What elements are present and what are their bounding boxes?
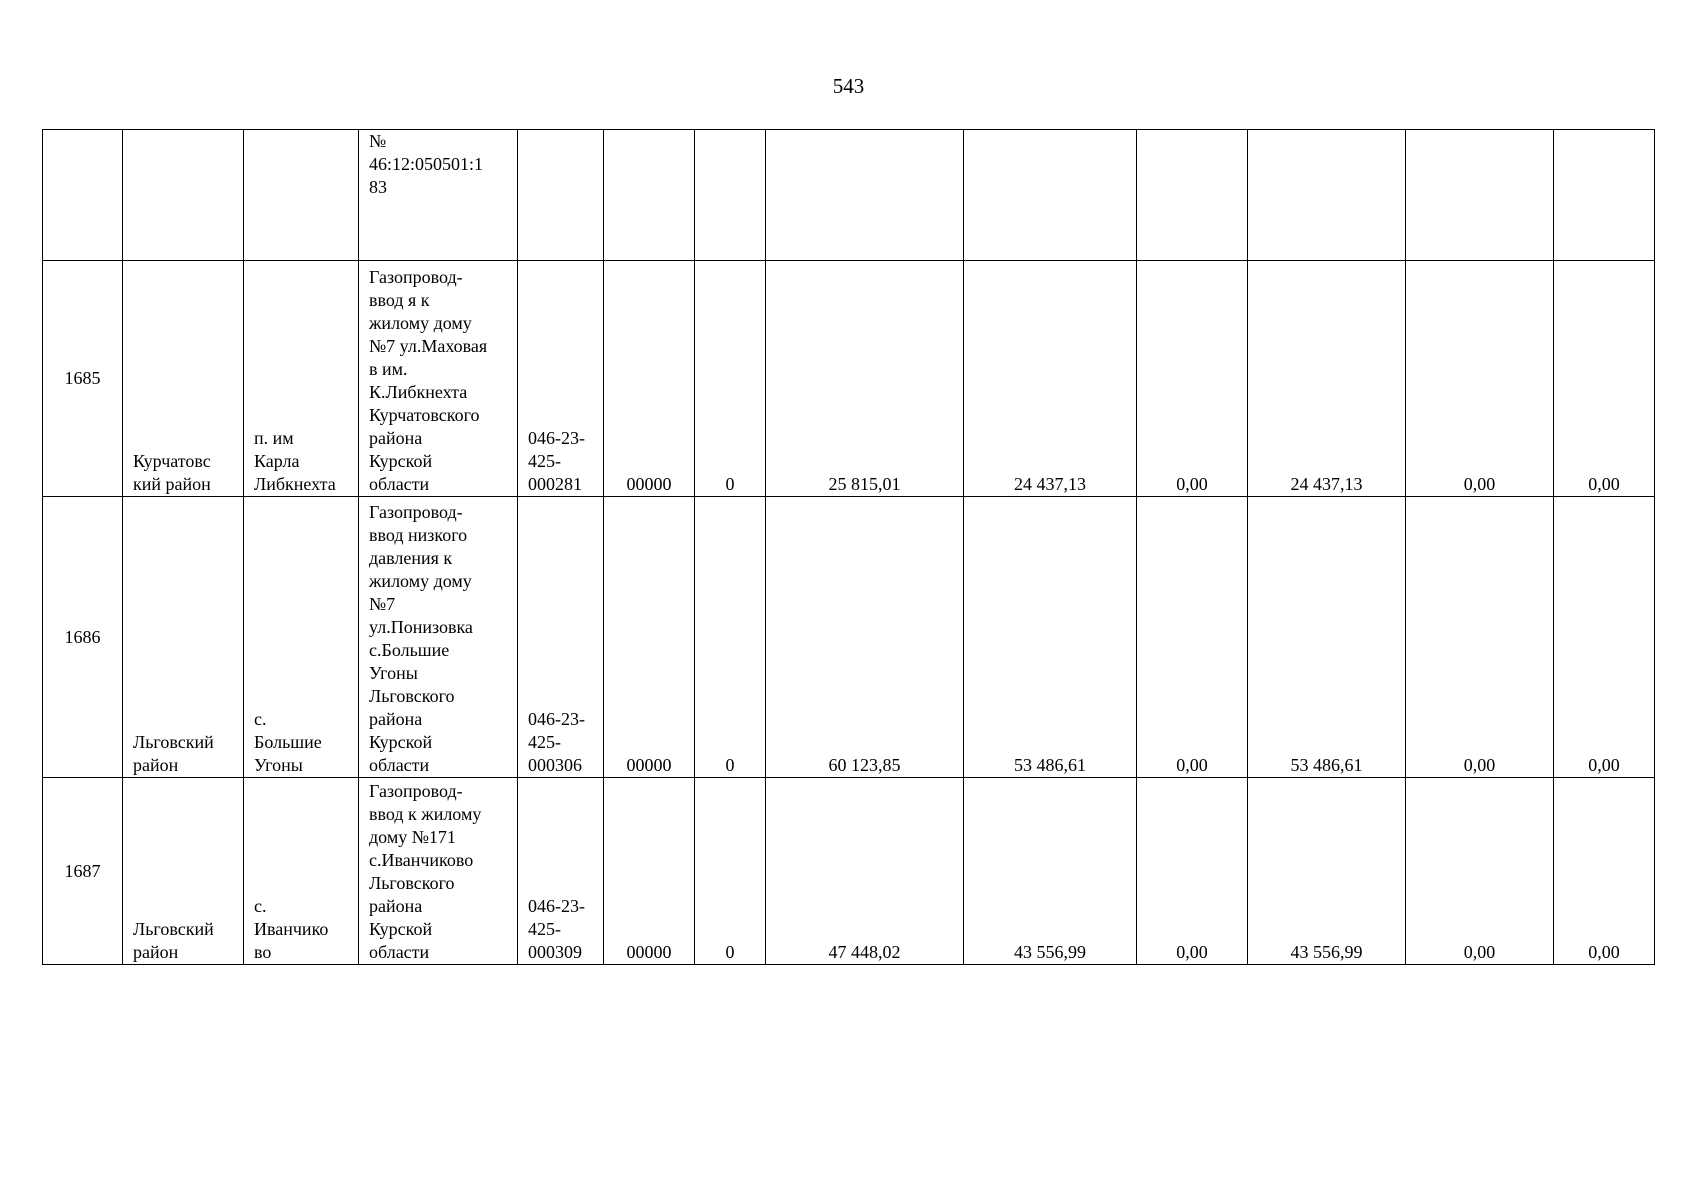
cell-object-name	[359, 497, 518, 778]
page-number: 543	[832, 74, 865, 98]
registry-code-text: 046-23- 425- 000309	[528, 896, 585, 962]
registry-table	[42, 129, 1655, 965]
cell-value3: 0,00	[1137, 497, 1248, 778]
cell-district	[123, 497, 244, 778]
object-name-text: Газопровод- ввод я к жилому дому №7 ул.Маховая в им. К.Либкнехта Курчатовского района Курской области	[369, 267, 488, 494]
cell-code2	[604, 130, 695, 261]
cell-code3: 0	[695, 778, 766, 965]
cell-registry-code	[518, 778, 604, 965]
cell-value4: 43 556,99	[1248, 778, 1406, 965]
table-row	[43, 778, 1655, 965]
cell-locality	[244, 497, 359, 778]
cell-code3: 0	[695, 497, 766, 778]
cell-num: 1687	[43, 778, 123, 965]
table-row	[43, 261, 1655, 497]
cell-object-name	[359, 778, 518, 965]
cell-value6: 0,00	[1554, 497, 1655, 778]
cell-value1	[766, 130, 964, 261]
cell-value2: 24 437,13	[964, 261, 1137, 497]
table-row	[43, 497, 1655, 778]
locality-text: с. Иванчико во	[254, 896, 329, 962]
cell-registry-code	[518, 130, 604, 261]
cell-value6: 0,00	[1554, 778, 1655, 965]
cell-code2: 00000	[604, 778, 695, 965]
cell-object-name	[359, 130, 518, 261]
cell-object-name	[359, 261, 518, 497]
object-name-text: Газопровод- ввод низкого давления к жилому дому №7 ул.Понизовка с.Большие Угоны Льговского района Курской области	[369, 502, 473, 775]
cell-value1: 47 448,02	[766, 778, 964, 965]
locality-text: п. им Карла Либкнехта	[254, 428, 336, 494]
cell-district	[123, 261, 244, 497]
cell-registry-code	[518, 261, 604, 497]
cell-registry-code	[518, 497, 604, 778]
cell-value5: 0,00	[1406, 497, 1554, 778]
locality-text: с. Большие Угоны	[254, 709, 322, 775]
cell-value2	[964, 130, 1137, 261]
cell-value4: 24 437,13	[1248, 261, 1406, 497]
cell-code3	[695, 130, 766, 261]
cell-value3	[1137, 130, 1248, 261]
cell-district	[123, 130, 244, 261]
cell-locality	[244, 261, 359, 497]
cell-value5: 0,00	[1406, 261, 1554, 497]
cell-num: 1685	[43, 261, 123, 497]
cell-value6: 0,00	[1554, 261, 1655, 497]
object-name-text: Газопровод- ввод к жилому дому №171 с.Иванчиково Льговского района Курской области	[369, 781, 482, 962]
cell-locality	[244, 778, 359, 965]
cell-value5	[1406, 130, 1554, 261]
cell-code2: 00000	[604, 261, 695, 497]
cell-value6	[1554, 130, 1655, 261]
district-text: Курчатовс кий район	[133, 451, 211, 494]
object-name-text: № 46:12:050501:1 83	[369, 131, 484, 197]
cell-num	[43, 130, 123, 261]
table-row-continuation	[43, 130, 1655, 261]
cell-value1: 60 123,85	[766, 497, 964, 778]
cell-value3: 0,00	[1137, 261, 1248, 497]
cell-code2: 00000	[604, 497, 695, 778]
registry-code-text: 046-23- 425- 000281	[528, 428, 585, 494]
cell-locality	[244, 130, 359, 261]
district-text: Льговский район	[133, 919, 214, 962]
cell-district	[123, 778, 244, 965]
cell-code3: 0	[695, 261, 766, 497]
cell-num: 1686	[43, 497, 123, 778]
registry-code-text: 046-23- 425- 000306	[528, 709, 585, 775]
cell-value5: 0,00	[1406, 778, 1554, 965]
cell-value2: 43 556,99	[964, 778, 1137, 965]
district-text: Льговский район	[133, 732, 214, 775]
cell-value4: 53 486,61	[1248, 497, 1406, 778]
cell-value2: 53 486,61	[964, 497, 1137, 778]
cell-value4	[1248, 130, 1406, 261]
cell-value1: 25 815,01	[766, 261, 964, 497]
cell-value3: 0,00	[1137, 778, 1248, 965]
